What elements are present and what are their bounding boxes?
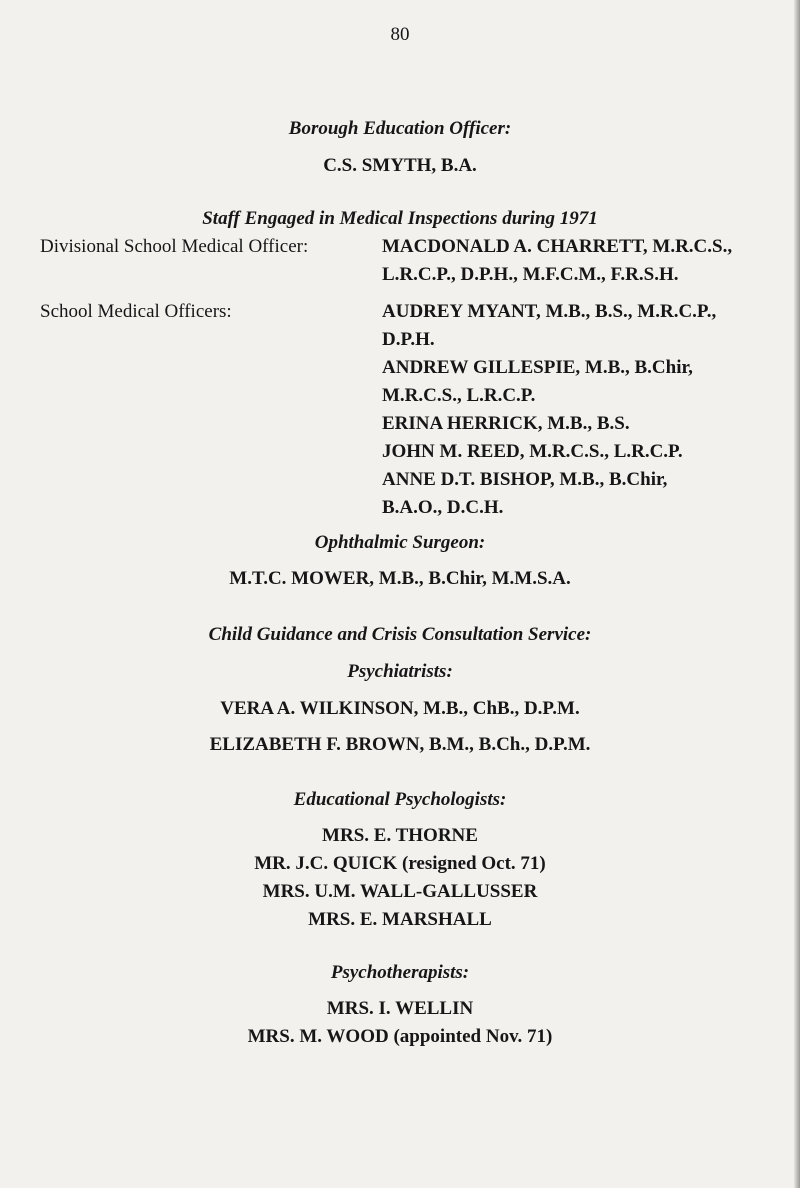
psychologist-name: MRS. E. MARSHALL (308, 909, 492, 930)
psychotherapist-name: MRS. M. WOOD (appointed Nov. 71) (247, 1026, 553, 1047)
ophthalmic-name: M.T.C. MOWER, M.B., B.Chir, M.M.S.A. (229, 568, 571, 589)
divisional-officer-line: MACDONALD A. CHARRETT, M.R.C.S., (382, 236, 733, 257)
school-officer-line: M.R.C.S., L.R.C.P. (382, 385, 536, 406)
psychotherapist-name: MRS. I. WELLIN (326, 998, 474, 1019)
school-officer-line: JOHN M. REED, M.R.C.S., L.R.C.P. (382, 441, 683, 462)
psychologist-name: MRS. U.M. WALL-GALLUSSER (262, 881, 538, 902)
school-officer-line: ERINA HERRICK, M.B., B.S. (382, 413, 630, 434)
psychologist-name: MRS. E. THORNE (322, 825, 478, 846)
psychiatrist-name: VERA A. WILKINSON, M.B., ChB., D.P.M. (220, 698, 580, 719)
school-officer-line: ANDREW GILLESPIE, M.B., B.Chir, (382, 357, 693, 378)
psychiatrists-heading: Psychiatrists: (347, 661, 453, 682)
school-officer-line: ANNE D.T. BISHOP, M.B., B.Chir, (382, 469, 668, 490)
psychotherapists-heading: Psychotherapists: (330, 962, 470, 983)
borough-officer-heading: Borough Education Officer: (288, 118, 512, 139)
page-number: 80 (390, 24, 410, 45)
psychologist-name: MR. J.C. QUICK (resigned Oct. 71) (254, 853, 546, 874)
psychiatrist-name: ELIZABETH F. BROWN, B.M., B.Ch., D.P.M. (209, 734, 591, 755)
psychologists-heading: Educational Psychologists: (293, 789, 507, 810)
staff-heading: Staff Engaged in Medical Inspections during 1971 (202, 208, 598, 229)
borough-officer-name: C.S. SMYTH, B.A. (323, 155, 477, 176)
school-officer-line: AUDREY MYANT, M.B., B.S., M.R.C.P., (382, 301, 717, 322)
school-officers-label: School Medical Officers: (40, 301, 232, 322)
school-officer-line: D.P.H. (382, 329, 435, 350)
divisional-officer-label: Divisional School Medical Officer: (40, 236, 309, 257)
ophthalmic-heading: Ophthalmic Surgeon: (314, 532, 486, 553)
school-officer-line: B.A.O., D.C.H. (382, 497, 504, 518)
divisional-officer-line: L.R.C.P., D.P.H., M.F.C.M., F.R.S.H. (382, 264, 679, 285)
child-guidance-heading: Child Guidance and Crisis Consultation Service: (208, 624, 592, 645)
